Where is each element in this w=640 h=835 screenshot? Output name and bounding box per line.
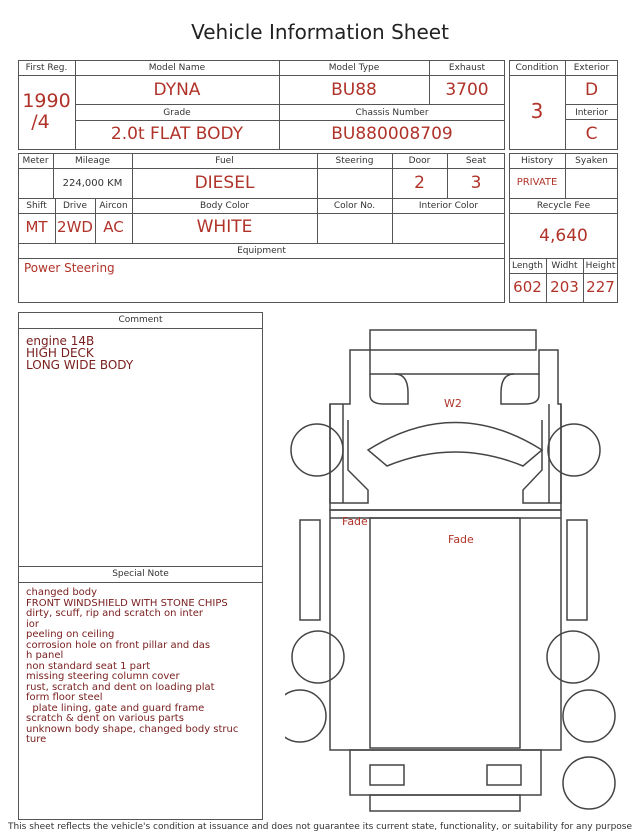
windshield-mark: W2 [444,397,462,410]
rear-left-wheel-2 [285,690,326,742]
model-type-label: Model Type [328,63,380,73]
note-line: ior [26,618,40,630]
length-value: 602 [513,278,542,296]
front-right-wheel [548,424,600,476]
note-line: non standard seat 1 part [26,660,151,672]
note-line: ture [26,734,47,745]
note-line: changed body [26,587,98,598]
rear-left-light [370,765,404,785]
meter-label: Meter [22,156,49,166]
rear-right-wheel-3 [563,757,615,809]
exhaust-label: Exhaust [448,63,486,73]
width-label: Widht [551,261,578,271]
drive-label: Drive [63,201,87,211]
note-line: unknown body shape, changed body struc [26,723,239,735]
note-line: h panel [26,650,64,661]
note-line: missing steering column cover [26,671,180,682]
interior-label: Interior [575,108,608,118]
syaken-label: Syaken [575,156,608,166]
recycle-fee-label: Recycle Fee [536,201,591,211]
comment-line: HIGH DECK [26,346,94,360]
aircon-label: Aircon [99,201,128,211]
note-line: plate lining, gate and guard frame [26,702,205,714]
rear-right-light [487,765,521,785]
note-line: FRONT WINDSHIELD WITH STONE CHIPS [26,597,228,609]
history-label: History [520,156,554,166]
first-reg-year: 1990 [22,90,71,112]
cab-left-door [330,404,368,503]
cargo-mark: Fade [448,533,474,546]
first-reg-label: First Reg. [25,63,68,73]
height-value: 227 [586,278,615,296]
cab-right-door [523,404,561,503]
equipment-label: Equipment [237,246,286,256]
note-line: corrosion hole on front pillar and das [26,639,211,651]
door-label: Door [408,156,431,166]
front-left-wheel [291,424,343,476]
comment-line: LONG WIDE BODY [26,358,134,372]
note-line: dirty, scuff, rip and scratch on inter [26,608,203,619]
note-line: peeling on ceiling [26,629,115,640]
front-bumper [370,330,536,350]
exhaust-value: 3700 [445,80,489,100]
history-value: PRIVATE [516,177,558,188]
note-line: scratch & dent on various parts [26,713,184,724]
condition-label: Condition [515,63,559,73]
cab-front-right-corner [501,374,539,404]
cargo-bed-outer [330,510,561,750]
length-label: Length [511,261,544,271]
condition-value: 3 [530,99,544,123]
body-color-value: WHITE [196,217,253,237]
sheet-title: Vehicle Information Sheet [191,20,449,44]
chassis-number-value: BU880008709 [331,124,453,144]
interior-value: C [585,124,598,144]
right-side-panel [567,520,587,620]
rear-right-wheel-2 [563,690,615,742]
note-line: rust, scratch and dent on loading plat [26,681,215,693]
fuel-value: DIESEL [194,173,255,193]
left-side-panel [300,520,320,620]
seat-value: 3 [470,173,482,193]
rear-bumper [370,795,520,811]
rear-left-wheel-1 [292,631,344,683]
rear-gate [350,750,541,795]
aircon-value: AC [103,218,124,236]
cargo-bed-inner [370,518,520,748]
grade-label: Grade [163,108,191,118]
mileage-label: Mileage [74,156,111,166]
disclaimer-footer: This sheet reflects the vehicle's condition at issuance and does not guarantee its current state, functionality, or suitability for any purpose [7,822,633,832]
door-value: 2 [414,173,425,193]
shift-value: MT [25,218,48,236]
model-type-value: BU88 [331,80,377,100]
interior-color-label: Interior Color [418,201,479,211]
comment-label: Comment [118,315,163,325]
model-name-label: Model Name [148,63,206,73]
grade-value: 2.0t FLAT BODY [110,124,244,144]
comment-line: engine 14B [26,334,95,348]
windshield [368,423,542,467]
comment-text [26,335,133,371]
truck-damage-diagram [285,320,625,820]
body-color-label: Body Color [199,201,250,211]
note-line: form floor steel [26,692,103,703]
color-no-label: Color No. [333,201,376,211]
width-value: 203 [550,278,579,296]
drive-value: 2WD [57,218,93,236]
steering-label: Steering [335,156,374,166]
special-note-label: Special Note [112,569,169,579]
first-reg-month: /4 [31,111,50,133]
exterior-label: Exterior [573,63,610,73]
chassis-number-label: Chassis Number [355,108,429,118]
exterior-value: D [584,80,599,100]
fuel-label: Fuel [215,156,234,166]
equipment-value: Power Steering [24,261,115,275]
rear-right-wheel-1 [547,631,599,683]
recycle-fee-value: 4,640 [539,226,588,246]
shift-label: Shift [26,201,47,211]
cab-front-left-corner [370,374,408,404]
mileage-value: 224,000 KM [62,178,123,189]
left-front-mark: Fade [342,515,368,528]
seat-label: Seat [465,156,487,166]
model-name-value: DYNA [153,80,201,100]
special-note-text [26,588,238,746]
height-label: Height [585,261,616,271]
